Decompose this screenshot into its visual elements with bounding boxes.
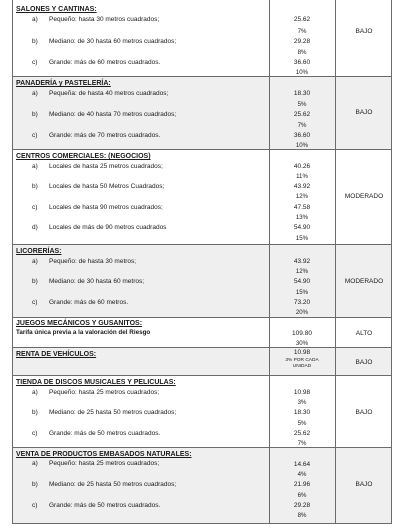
item-letter: c) [32,299,38,306]
item-description: Mediano: de 30 hasta 60 metros cuadrados; [49,38,177,45]
section-centros-comerciales [12,150,392,245]
section-tienda-discos [12,376,392,448]
section-title: SALONES Y CANTINAS: [16,6,97,13]
item-description: Mediano: de 30 hasta 60 metros; [49,278,145,285]
item-price: 10.98 [293,389,311,396]
item-description: Grande: más de 50 metros cuadrados. [49,430,161,437]
item-price: 36.60 [293,59,311,66]
item-price: 47.58 [293,204,311,211]
item-description: Pequeña: de hasta 40 metros cuadrados; [49,90,169,97]
item-description: Locales de hasta 25 metros cuadrados; [49,163,163,170]
section-salones [12,0,392,77]
item-percentage: 8% [297,49,307,56]
section-title: TIENDA DE DISCOS MUSICALES Y PELICULAS: [16,379,176,386]
item-percentage: 15% [295,235,309,242]
item-description: Locales de más de 90 metros cuadrados [49,224,167,231]
item-description: Grande: más de 60 metros cuadrados. [49,59,161,66]
item-price: 36.60 [293,132,311,139]
price-note: 3% POR CADA [285,358,319,363]
item-percentage: 3% [297,399,307,406]
item-description: Mediano: de 25 hasta 50 metros cuadrados; [49,481,177,488]
item-price: 73.20 [293,299,311,306]
item-price: 109.80 [292,330,312,337]
item-percentage: 6% [297,492,307,499]
item-letter: b) [32,481,38,488]
risk-level: BAJO [355,109,373,116]
item-letter: c) [32,59,38,66]
item-price: 25.62 [293,16,311,23]
item-percentage: 7% [297,440,307,447]
item-percentage: 11% [296,173,308,180]
section-title: VENTA DE PRODUCTOS EMBASADOS NATURALES: [16,451,192,458]
risk-level: BAJO [355,28,373,35]
item-price: 43.92 [293,183,311,190]
price-note: UNIDAD [292,364,312,369]
item-percentage: 10% [295,69,309,76]
item-price: 10.98 [293,349,311,356]
item-description: Locales de hasta 50 Metros Cuadrados; [49,183,165,190]
risk-level: BAJO [355,409,373,416]
risk-level: ALTO [355,330,373,337]
item-letter: b) [32,409,38,416]
item-percentage: 12% [295,193,309,200]
item-description: Grande: más de 60 metros. [49,299,129,306]
item-description: Mediano: de 25 hasta 50 metros cuadrados; [49,409,177,416]
item-price: 25.62 [293,111,311,118]
item-percentage: 5% [297,101,307,108]
risk-level: MODERADO [344,278,384,285]
section-note: Tarifa única previa a la valoración del Riesgo [16,329,151,336]
risk-level: BAJO [355,481,373,488]
item-price: 54.90 [293,224,311,231]
item-percentage: 20% [295,309,309,316]
item-letter: b) [32,111,38,118]
item-letter: a) [32,163,38,170]
item-price: 18.30 [293,90,311,97]
tariff-table [12,0,392,524]
item-description: Pequeño: hasta 25 metros cuadrados; [49,389,160,396]
item-percentage: 13% [295,214,309,221]
item-description: Pequeño: hasta 25 metros cuadrados; [49,460,160,467]
item-description: Locales de hasta 90 metros cuadrados; [49,204,163,211]
item-letter: b) [32,183,38,190]
item-price: 29.28 [293,502,311,509]
section-juegos-mecanicos [12,318,392,348]
item-letter: c) [32,430,38,437]
item-price: 43.92 [293,258,311,265]
item-price: 40.26 [293,163,311,170]
section-licorerias [12,245,392,318]
item-description: Pequeño: de hasta 30 metros; [49,258,137,265]
item-description: Grande: más de 50 metros cuadrados. [49,502,161,509]
section-title: JUEGOS MECÁNICOS Y GUSANITOS: [16,320,143,327]
item-price: 21.96 [293,481,311,488]
item-letter: a) [32,389,38,396]
item-percentage: 30% [295,340,309,347]
section-title: CENTROS COMERCIALES: (NEGOCIOS) [16,153,151,160]
section-venta-productos [12,448,392,524]
item-percentage: 7% [297,122,307,129]
item-description: Pequeño: hasta 30 metros cuadrados; [49,16,160,23]
item-letter: d) [32,224,38,231]
item-letter: c) [32,132,38,139]
item-letter: c) [32,502,38,509]
item-price: 29.28 [293,38,311,45]
item-percentage: 12% [295,268,309,275]
item-letter: b) [32,278,38,285]
item-price: 14.64 [293,461,311,468]
item-percentage: 7% [297,28,307,35]
section-title: PANADERÍA y PASTELERÍA: [16,80,111,87]
risk-level: BAJO [355,359,373,366]
item-letter: b) [32,38,38,45]
item-letter: a) [32,258,38,265]
item-price: 18.30 [293,409,311,416]
item-letter: a) [32,16,38,23]
item-percentage: 10% [295,142,309,149]
item-percentage: 5% [297,420,307,427]
item-percentage: 8% [297,512,307,519]
item-price: 25.62 [293,430,311,437]
section-title: RENTA DE VEHÍCULOS: [16,351,97,358]
item-price: 54.90 [293,278,311,285]
item-description: Grande: más de 70 metros cuadrados. [49,132,161,139]
section-title: LICORERÍAS: [16,248,62,255]
item-description: Mediano: de 40 hasta 70 metros cuadrados; [49,111,177,118]
item-percentage: 4% [297,471,307,478]
item-letter: c) [32,204,38,211]
section-renta-vehiculos [12,348,392,376]
item-percentage: 15% [295,289,309,296]
item-letter: a) [32,90,38,97]
item-letter: a) [32,460,38,467]
risk-level: MODERADO [344,193,384,200]
section-panaderia [12,77,392,150]
